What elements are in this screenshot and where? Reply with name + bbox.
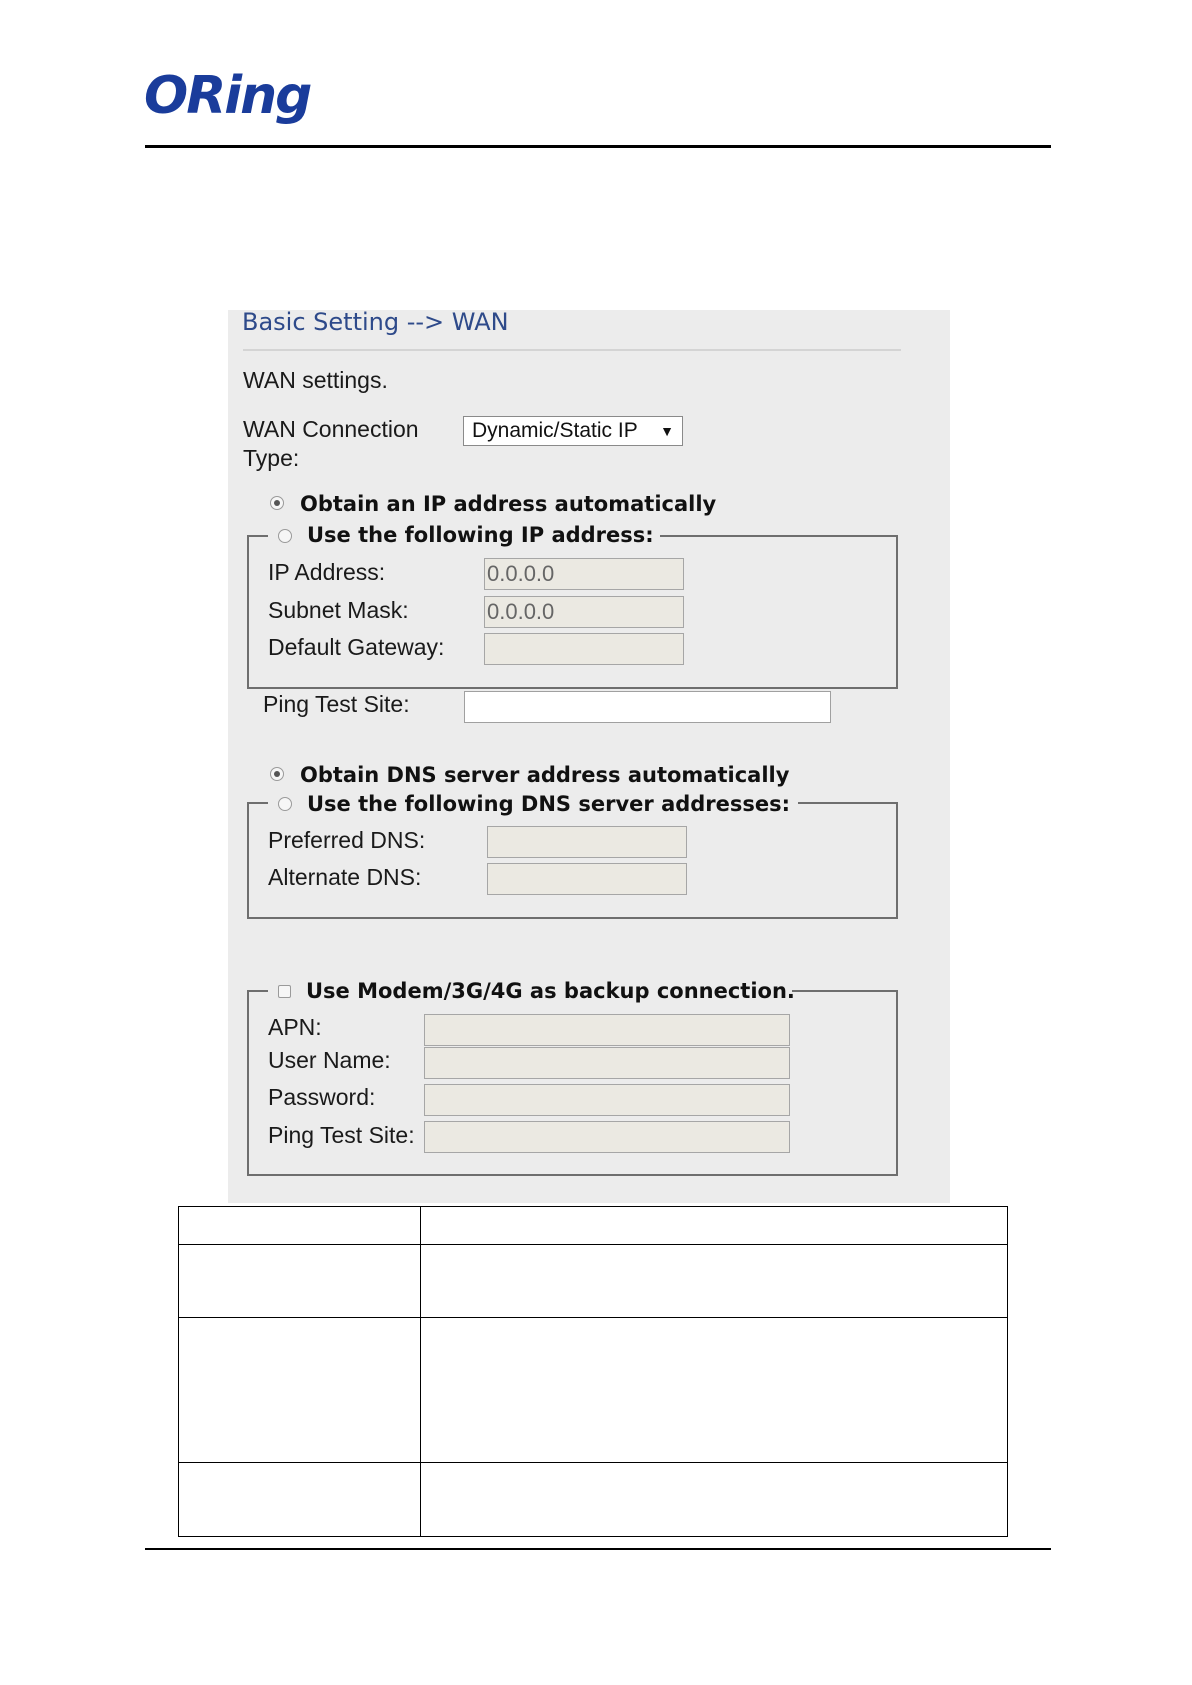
- ping-test-site-input[interactable]: [464, 691, 831, 723]
- use-static-dns-radio[interactable]: [278, 797, 292, 811]
- password-label: Password:: [268, 1084, 376, 1110]
- user-name-input[interactable]: [424, 1047, 790, 1079]
- table-row-divider: [178, 1317, 1008, 1318]
- oring-logo: ORing: [144, 66, 311, 126]
- apn-label: APN:: [268, 1014, 322, 1040]
- obtain-dns-auto-radio[interactable]: [270, 767, 284, 781]
- alternate-dns-label: Alternate DNS:: [268, 864, 422, 890]
- backup-connection-checkbox[interactable]: [278, 985, 291, 998]
- footer-divider: [145, 1548, 1051, 1550]
- password-input[interactable]: [424, 1084, 790, 1116]
- default-gateway-input[interactable]: [484, 633, 684, 665]
- backup-connection-label: Use Modem/3G/4G as backup connection.: [306, 979, 795, 1003]
- table-row-divider: [178, 1462, 1008, 1463]
- backup-connection-legend: [268, 978, 795, 1006]
- table-row-divider: [178, 1244, 1008, 1245]
- connection-type-select[interactable]: [463, 416, 683, 446]
- ip-address-label: IP Address:: [268, 559, 386, 585]
- intro-text: WAN settings.: [243, 367, 388, 393]
- ping-test-site-label: Ping Test Site:: [263, 691, 410, 717]
- preferred-dns-label: Preferred DNS:: [268, 827, 426, 853]
- static-dns-fieldset: [247, 802, 898, 919]
- static-ip-legend: [268, 522, 660, 550]
- static-dns-legend: [268, 791, 798, 819]
- subnet-mask-input[interactable]: 0.0.0.0: [484, 596, 684, 628]
- preferred-dns-input[interactable]: [487, 826, 687, 858]
- use-static-ip-label: Use the following IP address:: [307, 523, 654, 547]
- default-gateway-label: Default Gateway:: [268, 634, 445, 660]
- title-divider: [243, 349, 901, 351]
- table-column-divider: [420, 1206, 421, 1537]
- obtain-ip-auto-label: Obtain an IP address automatically: [300, 492, 717, 516]
- dropdown-arrow-icon: ▼: [660, 423, 674, 439]
- header-divider: [145, 145, 1051, 148]
- description-table: [178, 1206, 1008, 1537]
- obtain-ip-auto-radio[interactable]: [270, 496, 284, 510]
- backup-ping-test-site-label: Ping Test Site:: [268, 1122, 415, 1148]
- ip-address-input[interactable]: 0.0.0.0: [484, 558, 684, 590]
- connection-type-label: WAN Connection Type:: [243, 416, 419, 471]
- use-static-ip-radio[interactable]: [278, 529, 292, 543]
- connection-type-value: Dynamic/Static IP: [472, 419, 638, 442]
- subnet-mask-label: Subnet Mask:: [268, 597, 409, 623]
- apn-input[interactable]: [424, 1014, 790, 1046]
- use-static-dns-label: Use the following DNS server addresses:: [307, 792, 791, 816]
- obtain-dns-auto-label: Obtain DNS server address automatically: [300, 763, 790, 787]
- user-name-label: User Name:: [268, 1047, 391, 1073]
- page-title: Basic Setting --> WAN: [242, 308, 509, 336]
- alternate-dns-input[interactable]: [487, 863, 687, 895]
- backup-ping-test-site-input[interactable]: [424, 1121, 790, 1153]
